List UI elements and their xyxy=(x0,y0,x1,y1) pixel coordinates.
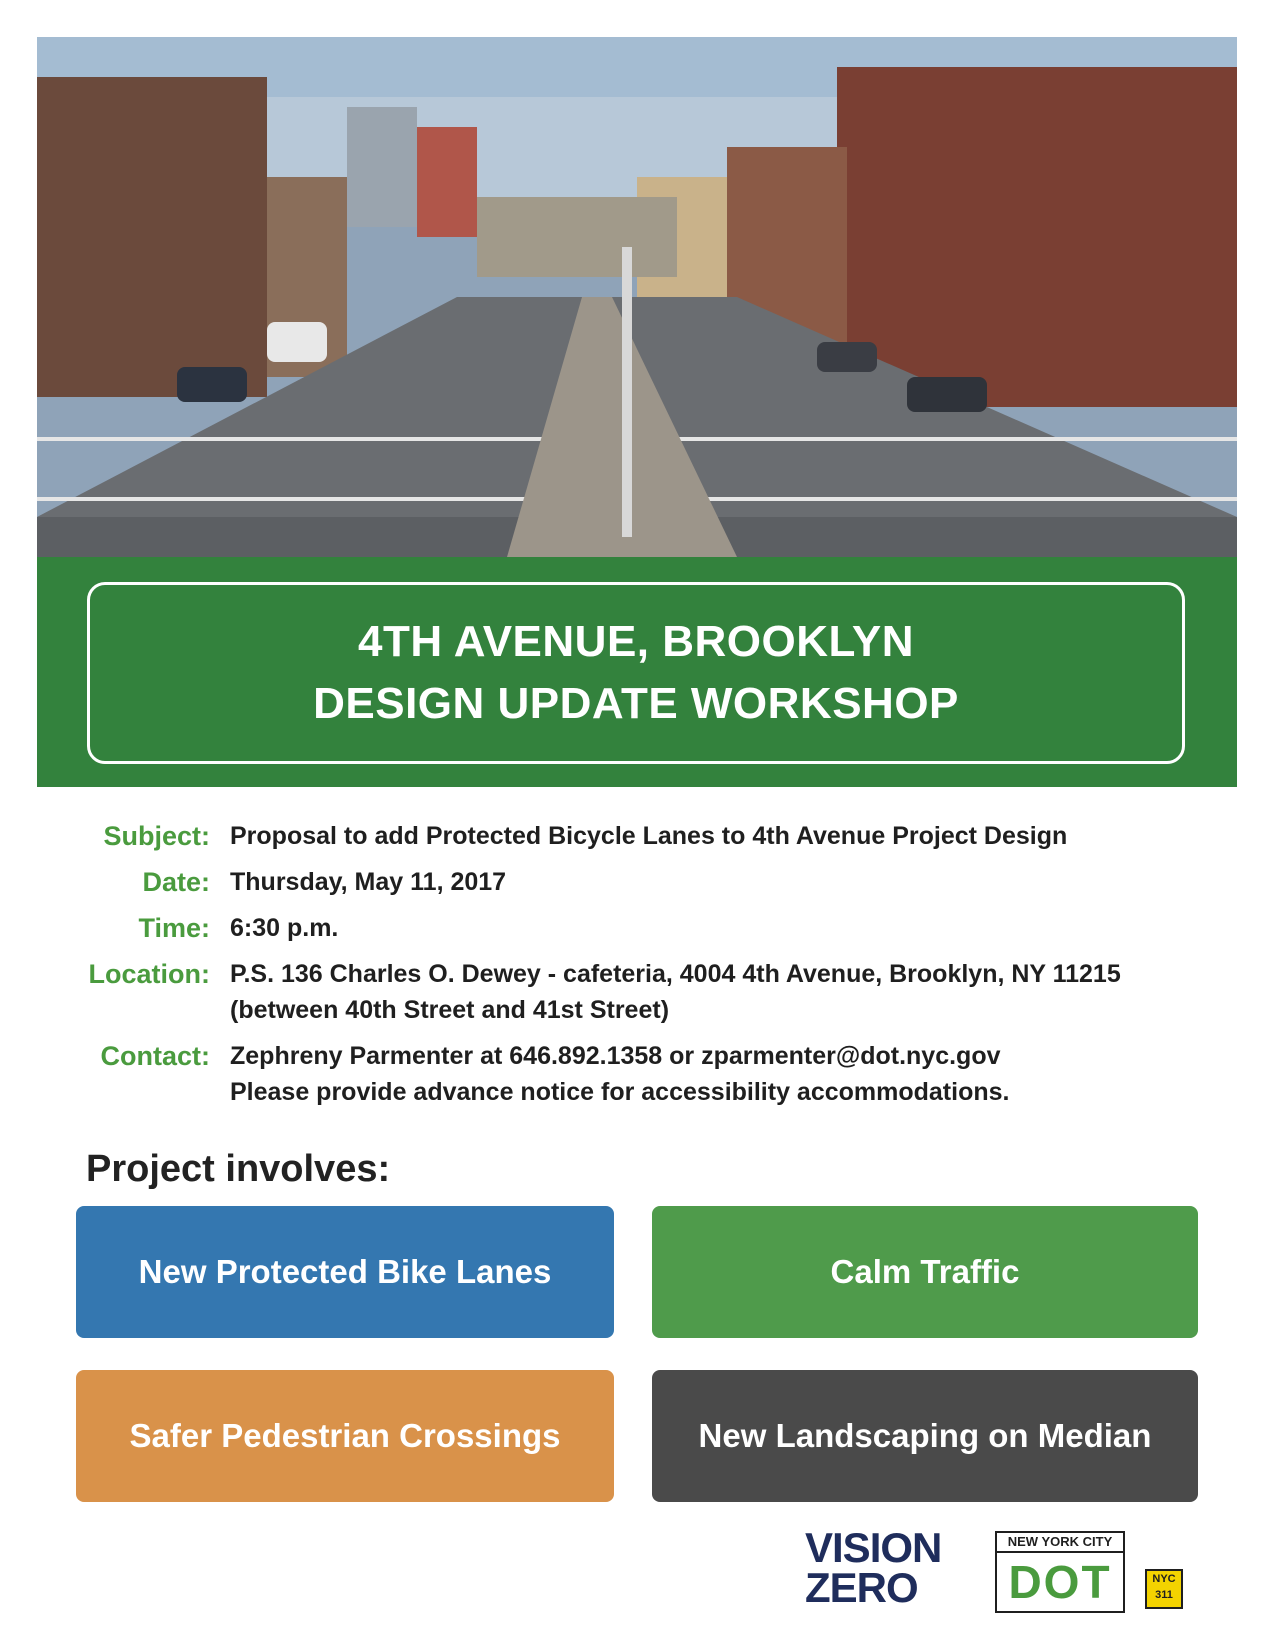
tile-safer-pedestrian-crossings: Safer Pedestrian Crossings xyxy=(76,1370,614,1502)
vision-zero-line-1: VISION xyxy=(805,1524,942,1571)
location-row xyxy=(60,956,1240,1028)
subject-value: Proposal to add Protected Bicycle Lanes to 4th Avenue Project Design xyxy=(230,822,1068,850)
nyc311-line-2: 311 xyxy=(1155,1589,1173,1601)
hero-banner xyxy=(37,37,1237,787)
contact-label: Contact: xyxy=(100,1041,210,1071)
subject-row xyxy=(60,818,1240,854)
time-value: 6:30 p.m. xyxy=(230,914,339,942)
location-line-1: P.S. 136 Charles O. Dewey - cafeteria, 4004 4th Avenue, Brooklyn, NY 11215 xyxy=(230,960,1121,988)
title-line-1: 4TH AVENUE, BROOKLYN xyxy=(357,617,914,666)
vision-zero-line-2: ZERO xyxy=(805,1564,918,1611)
nyc-dot-logo xyxy=(995,1531,1125,1613)
tile-protected-bike-lanes: New Protected Bike Lanes xyxy=(76,1206,614,1338)
vision-zero-logo xyxy=(805,1524,942,1611)
time-row xyxy=(60,910,1240,946)
date-value: Thursday, May 11, 2017 xyxy=(230,868,507,896)
location-label: Location: xyxy=(88,959,210,989)
location-line-2: (between 40th Street and 41st Street) xyxy=(230,996,670,1024)
location-value xyxy=(230,956,1121,1028)
date-row xyxy=(60,864,1240,900)
tile-new-landscaping: New Landscaping on Median xyxy=(652,1370,1198,1502)
nyc-311-logo xyxy=(1145,1569,1183,1609)
time-label: Time: xyxy=(138,913,210,943)
tile-calm-traffic: Calm Traffic xyxy=(652,1206,1198,1338)
event-details xyxy=(60,818,1240,1120)
contact-row xyxy=(60,1038,1240,1110)
logos xyxy=(800,1525,1200,1625)
contact-line-1: Zephreny Parmenter at 646.892.1358 or zparmenter@dot.nyc.gov xyxy=(230,1042,1001,1070)
title-box xyxy=(87,582,1185,764)
dot-header: NEW YORK CITY xyxy=(997,1533,1123,1553)
project-involves-heading: Project involves: xyxy=(86,1148,391,1190)
title-line-2: DESIGN UPDATE WORKSHOP xyxy=(313,679,959,728)
contact-value xyxy=(230,1038,1009,1110)
nyc311-line-1: NYC xyxy=(1152,1573,1176,1585)
dot-text: DOT xyxy=(1008,1556,1112,1608)
subject-label: Subject: xyxy=(103,821,210,851)
date-label: Date: xyxy=(142,867,210,897)
contact-line-2: Please provide advance notice for accessibility accommodations. xyxy=(230,1078,1010,1106)
